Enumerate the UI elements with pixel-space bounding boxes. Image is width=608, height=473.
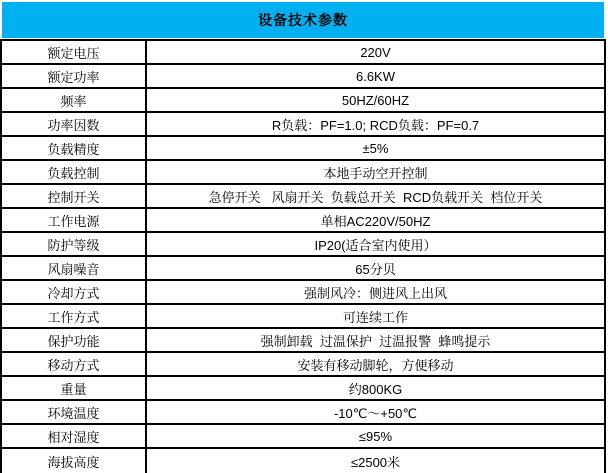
table-row — [2, 329, 604, 353]
row-value: ±5% — [362, 140, 389, 156]
row-value: -10℃～+50℃ — [333, 405, 418, 421]
row-value: IP20(适合室内使用） — [314, 237, 437, 253]
row-value: 可连续工作 — [342, 309, 408, 325]
row-value: 本地手动空开控制 — [323, 165, 428, 181]
row-label: 频率 — [2, 89, 147, 111]
table-row — [2, 401, 604, 425]
table-row — [2, 209, 604, 233]
table-row — [2, 137, 604, 161]
row-label: 相对湿度 — [2, 425, 147, 447]
row-value: 65分贝 — [355, 261, 396, 277]
table-row — [2, 353, 604, 377]
row-value: 220V — [360, 44, 391, 60]
table-row — [2, 281, 604, 305]
row-label: 风扇噪音 — [2, 257, 147, 279]
row-label: 工作电源 — [2, 209, 147, 231]
row-label: 负载精度 — [2, 137, 147, 159]
row-value: 强制风冷：侧进风上出风 — [303, 285, 447, 301]
row-label: 工作方式 — [2, 305, 147, 327]
table-title-bar — [2, 2, 604, 38]
table-row — [2, 257, 604, 281]
table-row — [2, 425, 604, 449]
table-row — [2, 185, 604, 209]
row-label: 保护功能 — [2, 329, 147, 351]
table-row — [2, 65, 604, 89]
row-label: 控制开关 — [2, 185, 147, 207]
table-row — [2, 41, 604, 65]
row-value: 50HZ/60HZ — [341, 92, 410, 108]
row-label: 环境温度 — [2, 401, 147, 423]
table-row — [2, 305, 604, 329]
row-value: 急停开关 风扇开关 负载总开关 RCD负载开关 档位开关 — [208, 189, 543, 205]
row-label: 防护等级 — [2, 233, 147, 255]
row-value: 安装有移动脚轮，方便移动 — [297, 357, 454, 373]
table-title: 设备技术参数 — [258, 12, 348, 28]
row-label: 重量 — [2, 377, 147, 399]
row-label: 海拔高度 — [2, 449, 147, 473]
row-label: 负载控制 — [2, 161, 147, 183]
row-value: R负载：PF=1.0; RCD负载：PF=0.7 — [271, 117, 480, 133]
row-label: 移动方式 — [2, 353, 147, 375]
row-label: 额定电压 — [2, 41, 147, 63]
row-value: 强制卸载 过温保护 过温报警 蜂鸣提示 — [260, 333, 491, 349]
table-row — [2, 113, 604, 137]
row-value: ≤2500米 — [350, 454, 401, 470]
table-row — [2, 377, 604, 401]
table-row — [2, 233, 604, 257]
row-value: 约800KG — [348, 381, 403, 397]
row-label: 额定功率 — [2, 65, 147, 87]
row-value: 6.6KW — [355, 68, 395, 84]
row-label: 功率因数 — [2, 113, 147, 135]
table-row — [2, 161, 604, 185]
row-value: ≤95% — [358, 428, 393, 444]
row-label: 冷却方式 — [2, 281, 147, 303]
spec-table — [0, 39, 606, 473]
table-row — [2, 449, 604, 473]
row-value: 单相AC220V/50HZ — [320, 213, 431, 229]
table-row — [2, 89, 604, 113]
